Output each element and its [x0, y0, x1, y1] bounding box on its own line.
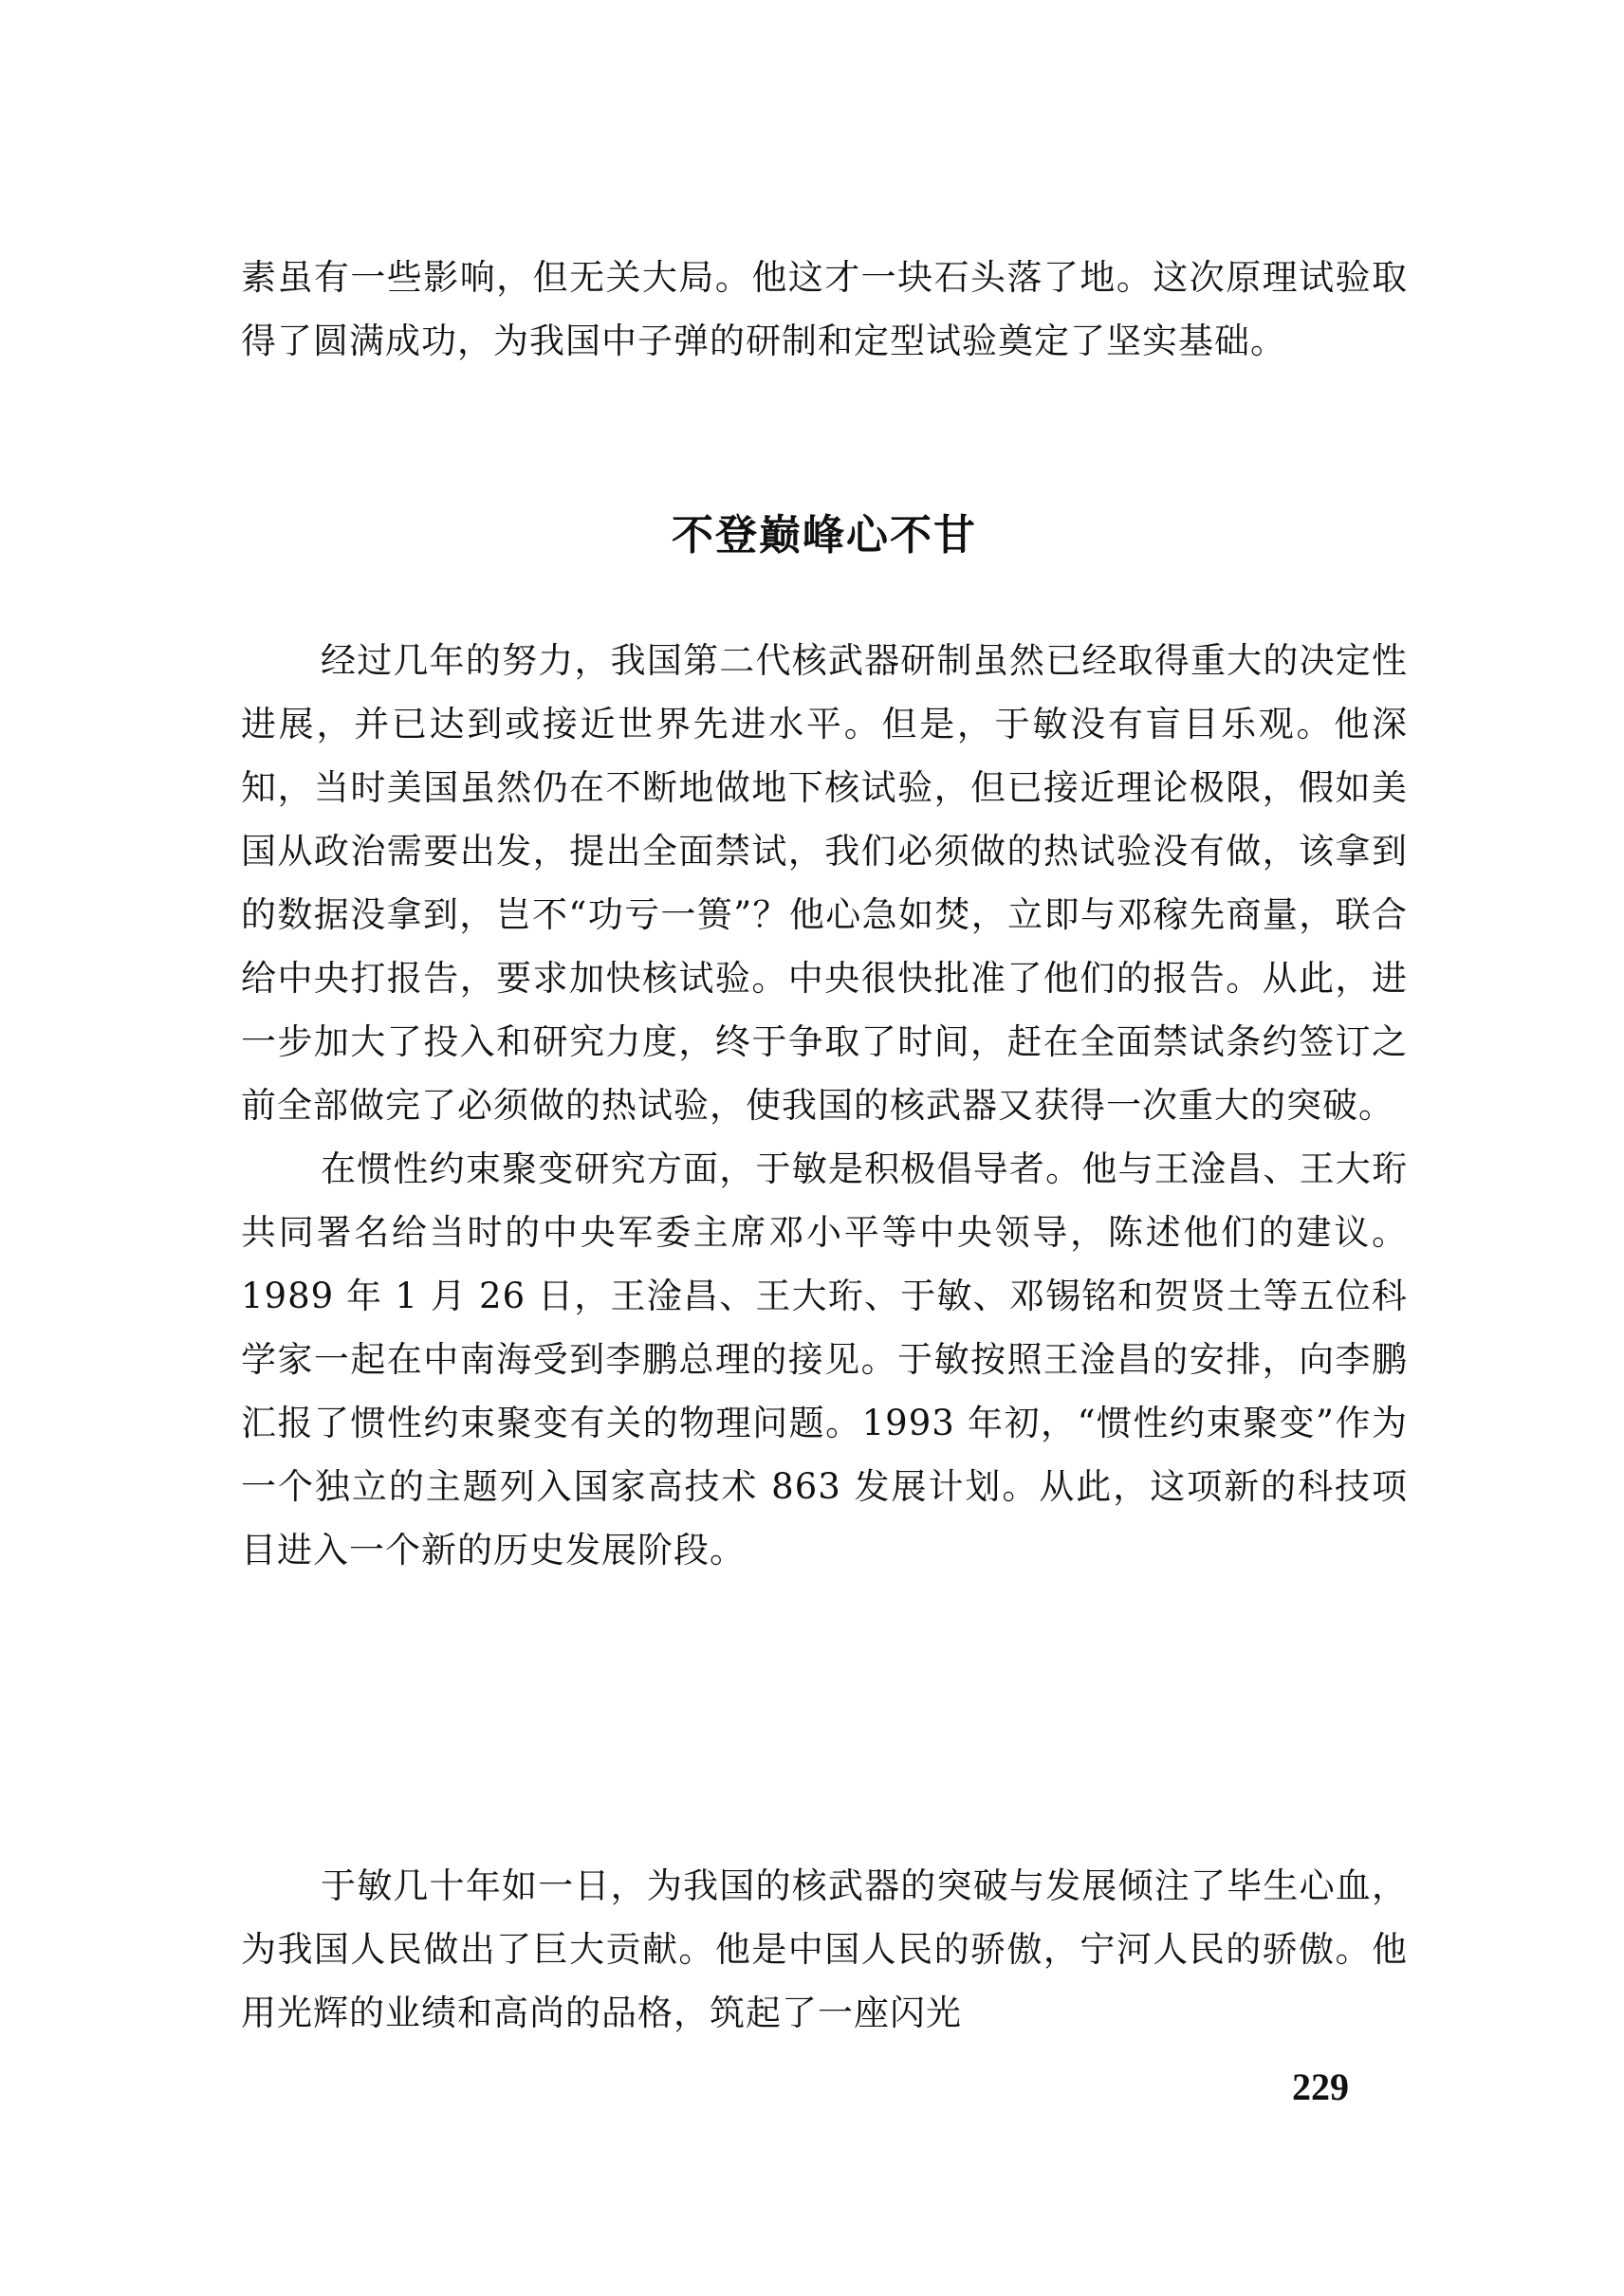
section-heading: 不登巅峰心不甘: [672, 511, 977, 560]
closing-paragraph-block: [241, 1854, 1408, 2045]
intro-paragraph-block: [241, 246, 1408, 373]
intro-paragraph: 素虽有一些影响，但无关大局。他这才一块石头落了地。这次原理试验取得了圆满成功，为我国中子弹的研制和定型试验奠定了坚实基础。: [241, 257, 1408, 361]
section-body: [241, 629, 1408, 1582]
page-number: 229: [1292, 2066, 1349, 2108]
body-paragraph: 经过几年的努力，我国第二代核武器研制虽然已经取得重大的决定性进展，并已达到或接近世界先进水平。但是，于敏没有盲目乐观。他深知，当时美国虽然仍在不断地做地下核试验，但已接近理论极限，假如美国从政治需要出发，提出全面禁试，我们必须做的热试验没有做，该拿到的数据没拿到，岂不“功亏一篑”？他心急如焚，立即与邓稼先商量，联合给中央打报告，要求加快核试验。中央很快批准了他们的报告。从此，进一步加大了投入和研究力度，终于争取了时间，赶在全面禁试条约签订之前全部做完了必须做的热试验，使我国的核武器又获得一次重大的突破。: [241, 640, 1408, 1126]
body-paragraph: 在惯性约束聚变研究方面，于敏是积极倡导者。他与王淦昌、王大珩共同署名给当时的中央军委主席邓小平等中央领导，陈述他们的建议。1989 年 1 月 26 日，王淦昌、王大珩、于敏、邓锡铭和贺贤土等五位科学家一起在中南海受到李鹏总理的接见。于敏按照王淦昌的安排，向李鹏汇报了惯性约束聚变有关的物理问题。1993 年初，“惯性约束聚变”作为一个独立的主题列入国家高技术 863 发展计划。从此，这项新的科技项目进入一个新的历史发展阶段。: [241, 1148, 1408, 1570]
closing-paragraph: 于敏几十年如一日，为我国的核武器的突破与发展倾注了毕生心血，为我国人民做出了巨大贡献。他是中国人民的骄傲，宁河人民的骄傲。他用光辉的业绩和高尚的品格，筑起了一座闪光: [241, 1865, 1408, 2033]
